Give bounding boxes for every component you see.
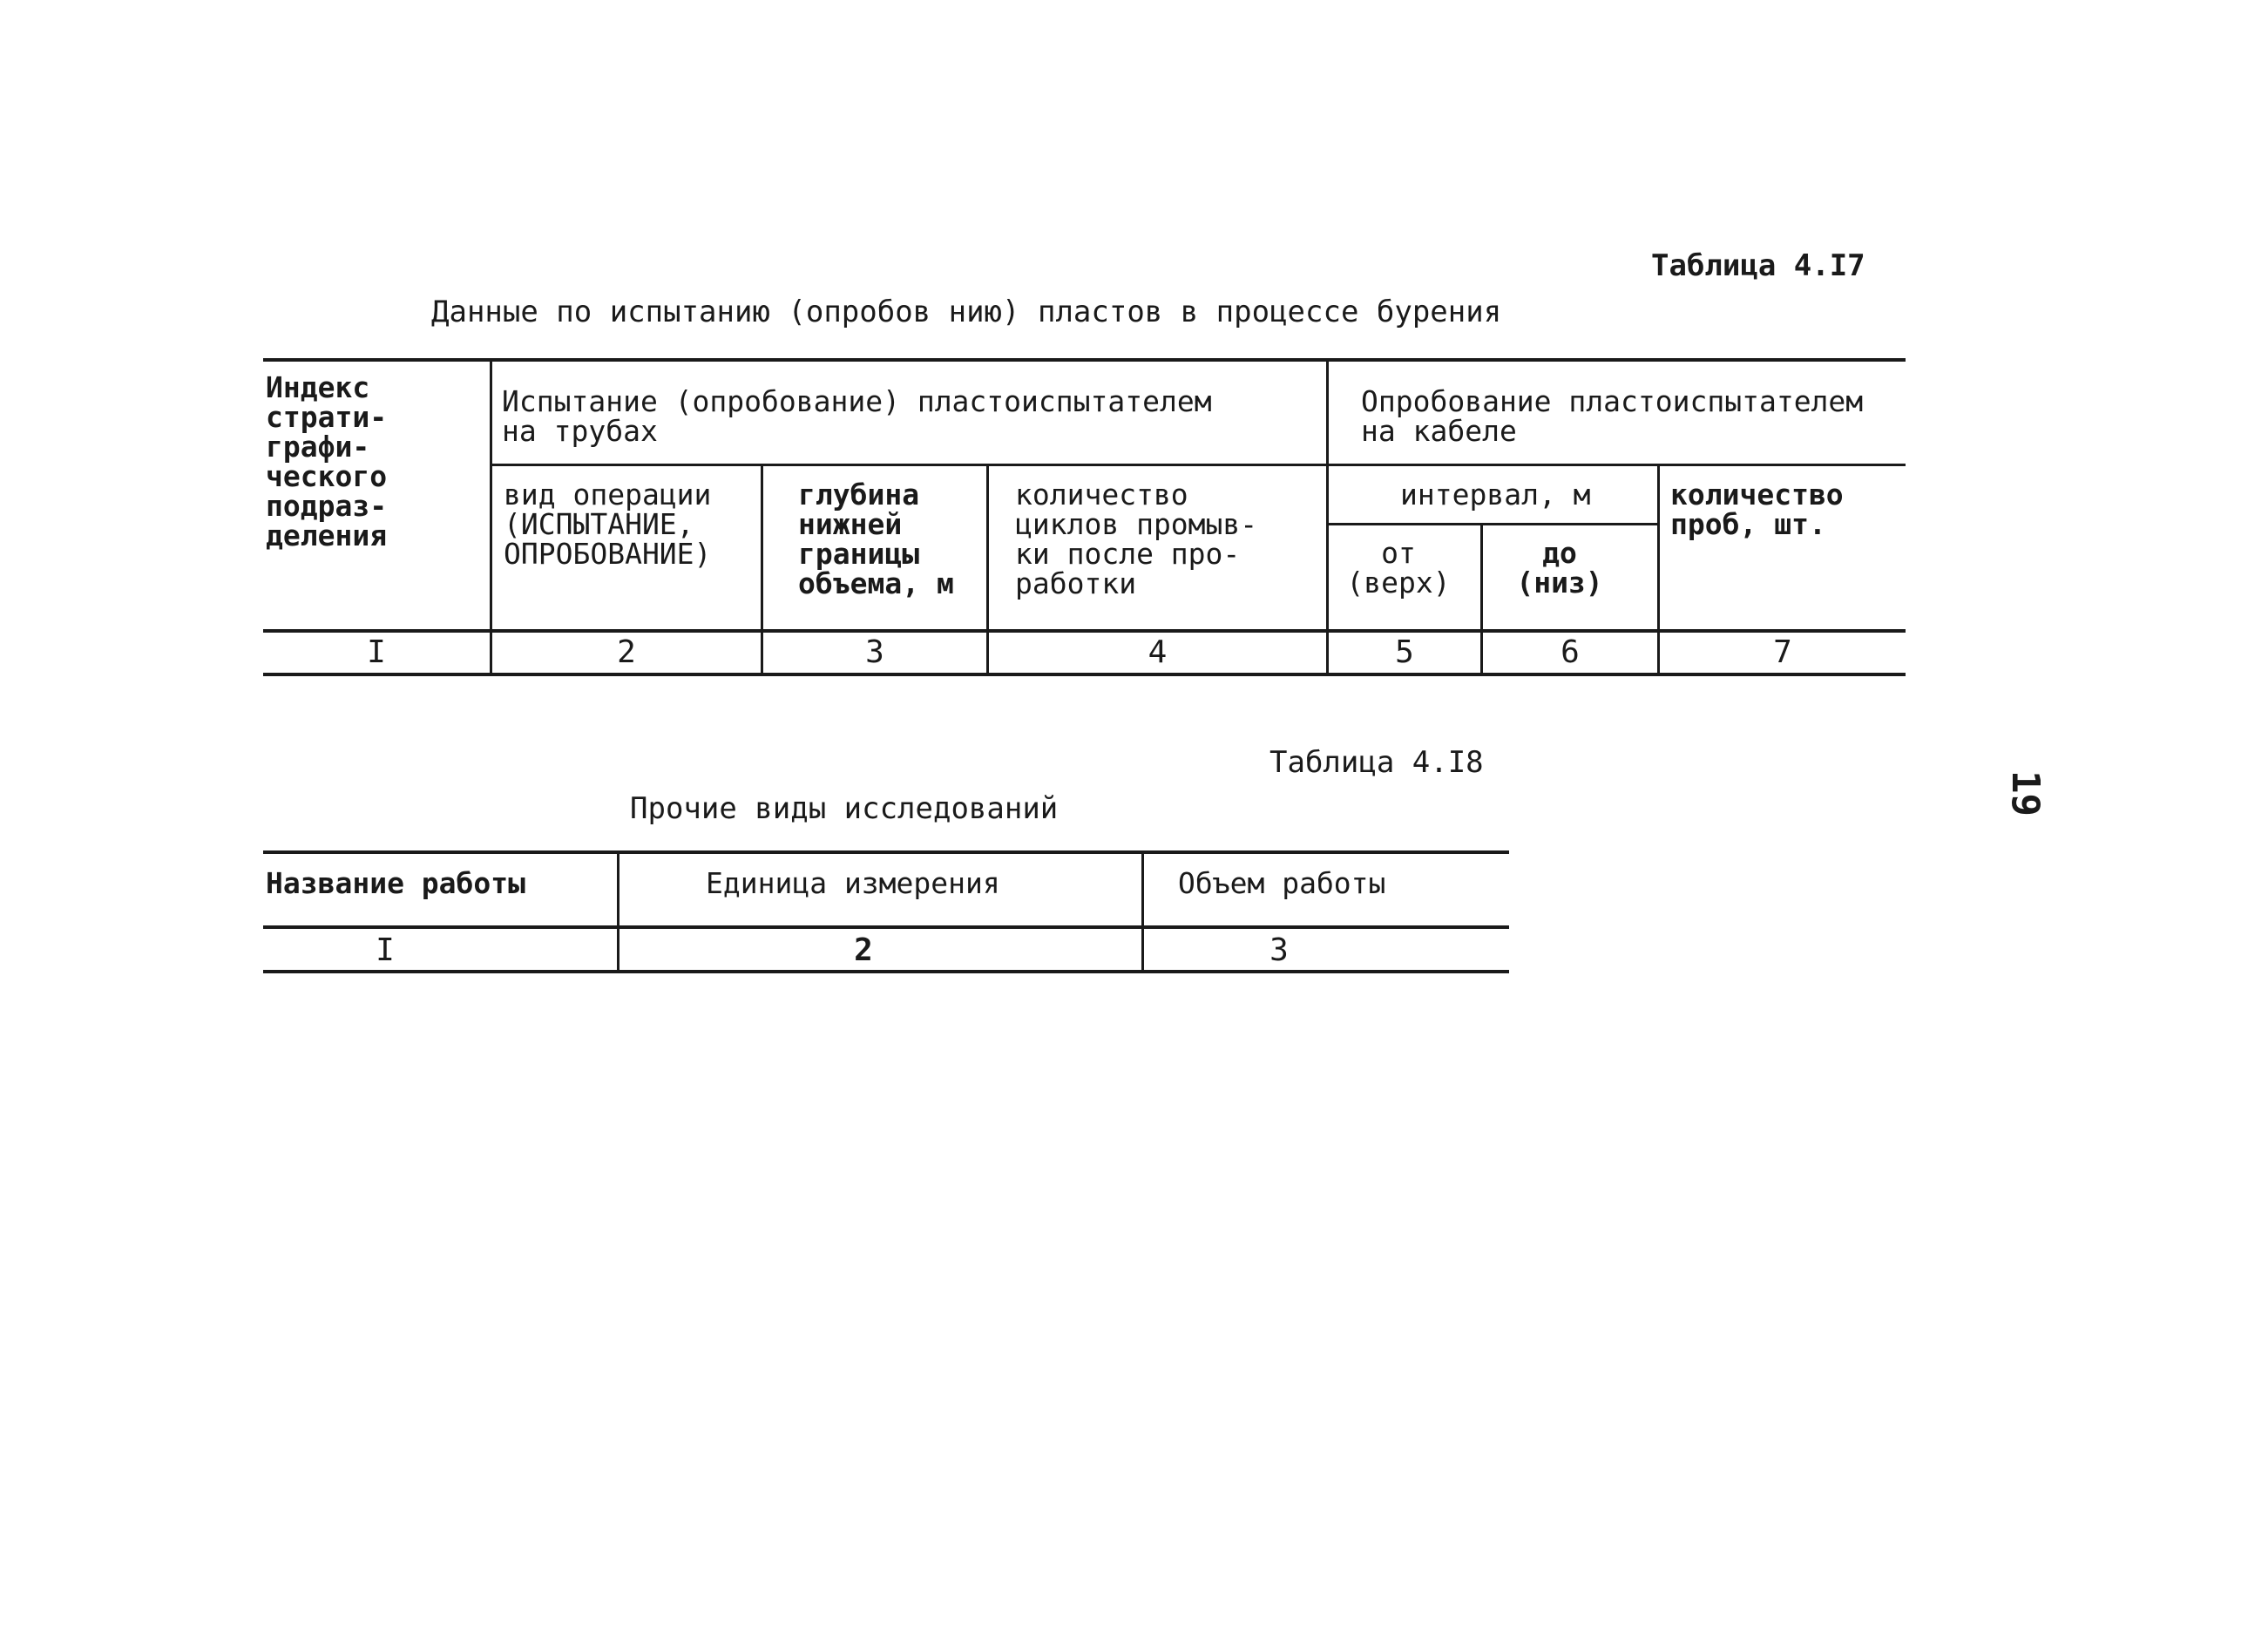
- header-cable-group: Опробование пластоиспытателем на кабеле: [1361, 384, 1864, 448]
- column-number: 4: [1148, 634, 1168, 670]
- column-number: 7: [1773, 634, 1792, 670]
- header-interval: интервал, м: [1400, 478, 1591, 512]
- header-volume: Объем работы: [1178, 866, 1386, 900]
- column-number: 2: [854, 932, 873, 968]
- column-number: 2: [617, 634, 636, 670]
- table-4-18-title-text: Прочие виды исследований: [630, 791, 1059, 826]
- column-number: 3: [865, 634, 884, 670]
- header-pipes-group: Испытание (опробование) пластоиспытателем на трубах: [502, 384, 1212, 448]
- header-unit: Единица измерения: [706, 866, 1000, 900]
- header-index: Индекс страти- графи- ческого подраз- деления: [266, 370, 388, 552]
- header-depth: глубина нижней границы объема, м: [798, 478, 954, 600]
- header-operation: вид операции (ИСПЫТАНИЕ, ОПРОБОВАНИЕ): [504, 478, 712, 571]
- column-number: 3: [1269, 932, 1289, 968]
- table-4-18-title: [630, 791, 1058, 826]
- column-number: 6: [1561, 634, 1580, 670]
- header-from: от (верх): [1346, 536, 1451, 600]
- header-to: до (низ): [1516, 536, 1603, 600]
- header-samples: количество проб, шт.: [1670, 478, 1844, 541]
- header-cycles: количество циклов промыв- ки после про- работки: [1015, 478, 1258, 600]
- table-4-17-label: Таблица 4.I7: [1651, 248, 1865, 283]
- column-number: I: [376, 932, 395, 968]
- column-number: I: [367, 634, 386, 670]
- table-4-17-title: Данные по испытанию (опробов нию) пластов в процессе бурения: [431, 295, 1502, 329]
- page-number: 19: [2002, 770, 2048, 816]
- table-4-18-label: Таблица 4.I8: [1269, 745, 1484, 780]
- column-number: 5: [1395, 634, 1414, 670]
- header-work-name: Название работы: [266, 866, 526, 900]
